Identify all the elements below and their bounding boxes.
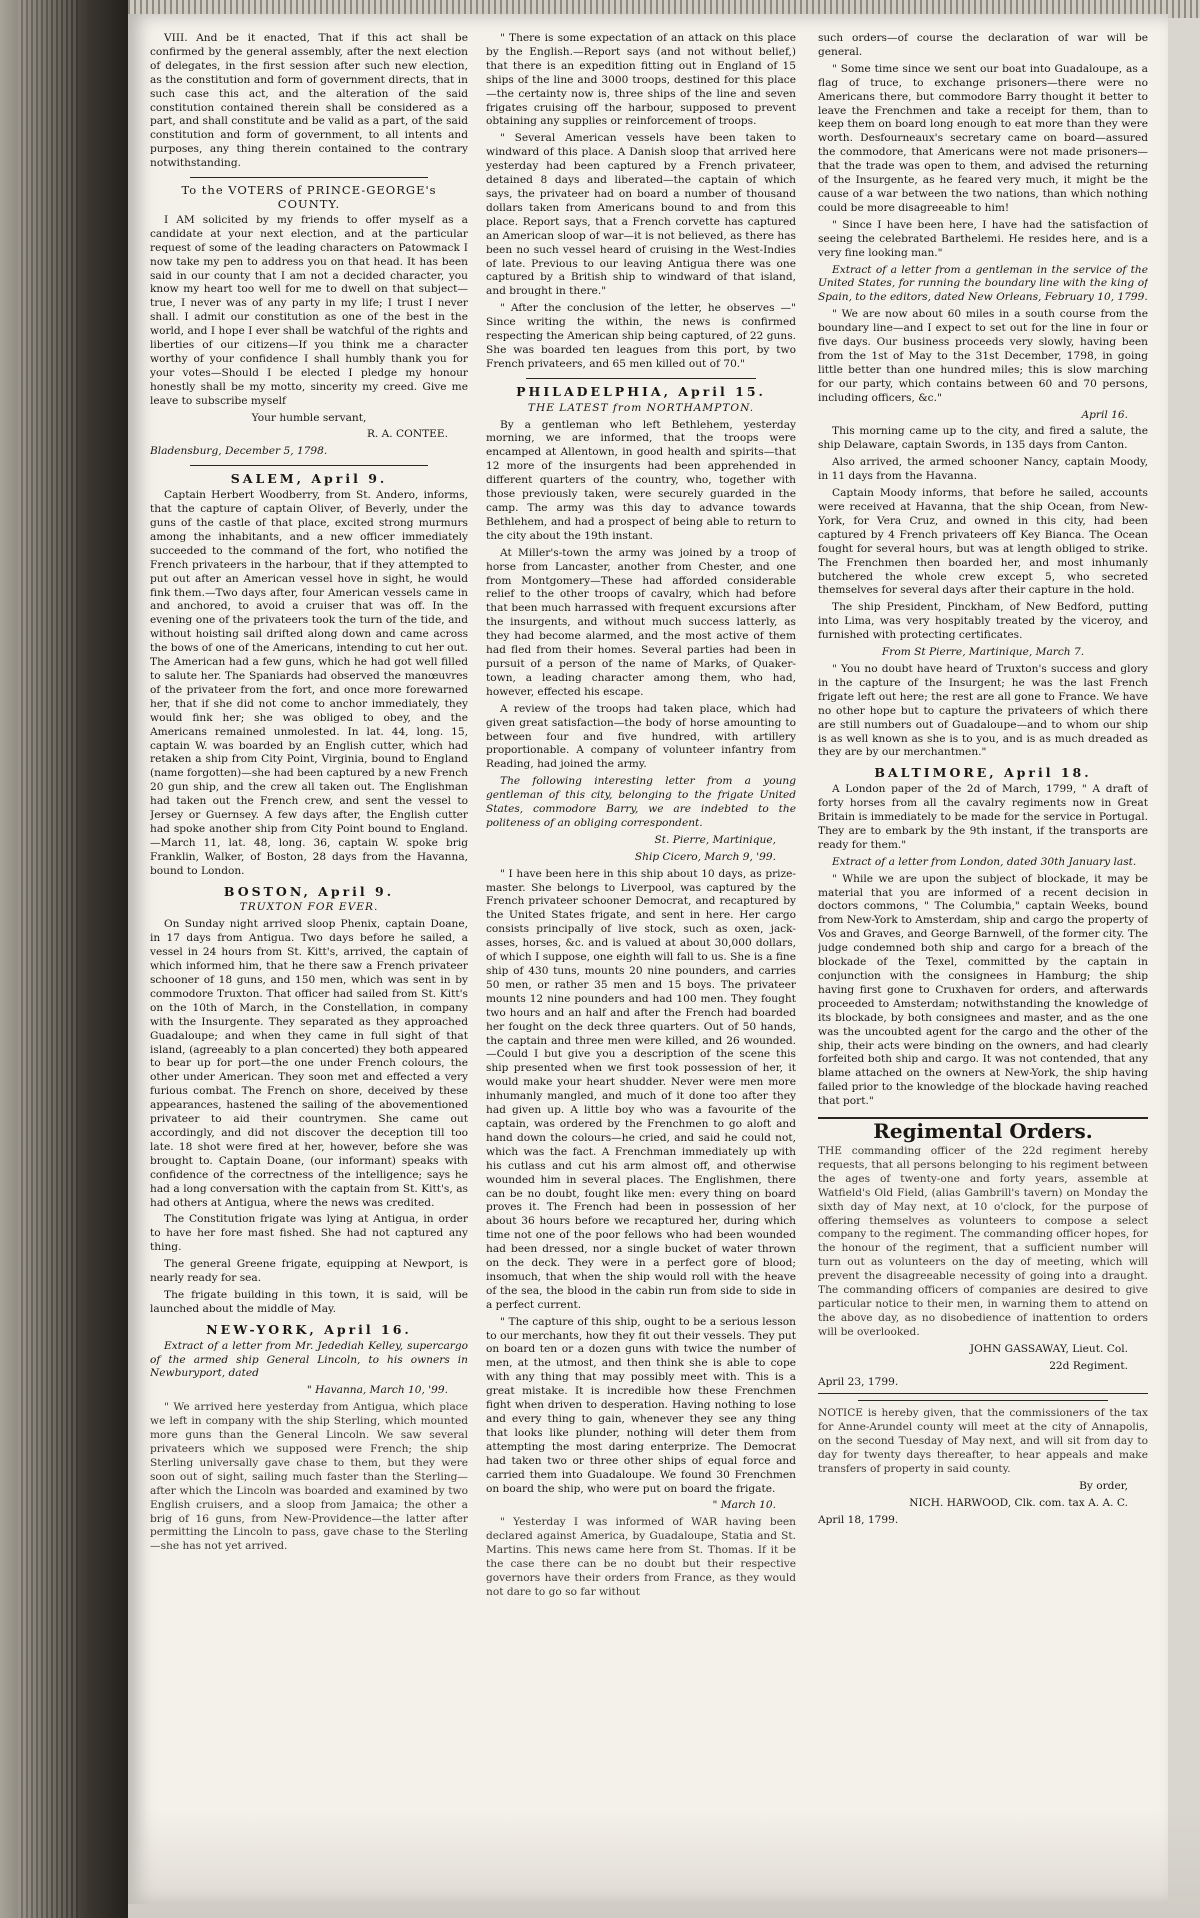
column-3 xyxy=(818,32,1148,1892)
baltimore-heading: BALTIMORE, April 18. xyxy=(874,765,1092,781)
col2-para-2: " Several American vessels have been taken to windward of this place. A Danish sloop that arrived here yesterday had been captured by a French privateer, detained 8 days and liberated—the captain of which says, the privateer had on board a number of thousand dollars taken from Americans bound to and from this place. Report says, that a French corvette has captured an American sloop of war—it is not believed, as there has been no such vessel heard of cruising in the West-Indies of late. Previous to our leaving Antigua there was one captured by a British ship to windward of that island, and brought in there." xyxy=(486,132,796,298)
notice-by: By order, xyxy=(1079,1479,1128,1492)
notice-signature: NICH. HARWOOD, Clk. com. tax A. A. C. xyxy=(909,1496,1128,1509)
regimental-signature-2: 22d Regiment. xyxy=(1049,1359,1128,1372)
notice-body: NOTICE is hereby given, that the commissioners of the tax for Anne-Arundel county will meet at the city of Annapolis, on the second Tuesday of May next, and will sit from day to day for twenty days thereafter, to hear appeals and make transfers of property in said county. xyxy=(818,1407,1148,1475)
boundary-extract-heading: Extract of a letter from a gentleman in the service of the United States, for running the boundary line with the king of Spain, to the editors, dated New Orleans, February 10, 1799. xyxy=(818,263,1148,304)
notice-date: April 18, 1799. xyxy=(818,1513,899,1526)
boston-body-4: The frigate building in this town, it is said, will be launched about the middle of May. xyxy=(150,1288,468,1315)
voters-dateline: Bladensburg, December 5, 1798. xyxy=(150,445,328,458)
boston-body: On Sunday night arrived sloop Phenix, captain Doane, in 17 days from Antigua. Two days before he sailed, a vessel in 24 hours from St. Kitt's, arrived, the captain of which informed him, that he there saw a French privateer schooner of 18 guns, and 150 men, which was sent in by commodore Truxton. That officer had sailed from St. Kitt's on the 10th of March, in the Constellation, in company with the Insurgente. They separated as they approached Guadaloupe; and when they came in full sight of that island, (agreeably to a plan concerted) they both appeared to bear up for port—the one under French colours, the other under American. They soon met and effected a very furious combat. The French on shore, deceived by these appearances, hastened the sailing of the abovementioned privateer to aid their countrymen. She came out accordingly, and did not discover the deception till too late. 18 shot were fired at her, however, before she was brought to. Captain Doane, (our informant) speaks with confidence of the correctness of the intelligence; says he had a long conversation with the captain from St. Kitt's, as had others at Antigua, where the news was credited. xyxy=(150,918,468,1209)
boston-body-3: The general Greene frigate, equipping at Newport, is nearly ready for sea. xyxy=(150,1258,468,1285)
letter-place: St. Pierre, Martinique, xyxy=(654,833,776,846)
april-16-dateline: April 16. xyxy=(1081,408,1128,421)
book-spine xyxy=(0,0,128,1918)
baltimore-body: A London paper of the 2d of March, 1799, " A draft of forty horses from all the cavalry regiments now in Great Britain is immediately to be made for the service in Portugal. They are to embark by the 9th instant, if the transports are ready for them." xyxy=(818,783,1148,851)
philadelphia-body: By a gentleman who left Bethlehem, yesterday morning, we are informed, that the troops were encamped at Allentown, in good health and spirits—that 12 more of the insurgents had been apprehended in different quarters of the country, who, together with those previously taken, were securely guarded in the camp. The army was this day to advance towards Bethlehem, and had a prospect of being able to return to the city about the 19th instant. xyxy=(486,418,796,542)
page-bottom-shadow xyxy=(128,1810,1200,1918)
voters-heading: To the VOTERS of PRINCE-GEORGE's COUNTY. xyxy=(181,183,437,211)
letter-intro: The following interesting letter from a young gentleman of this city, belonging to the frigate United States, commodore Barry, we are indebted to the politeness of an obliging correspondent. xyxy=(486,775,796,829)
col2-intro: " There is some expectation of an attack on this place by the English.—Report says (and not without belief,) that there is an expedition fitting out in England of 15 ships of the line and 3000 troops, destined for this place—the certainty now is, three ships of the line and seven frigates cruising off the harbour, supposed to prevent obtaining any supplies or reinforcement of troops. xyxy=(486,32,796,128)
newyork-dateline: " Havanna, March 10, '99. xyxy=(306,1384,448,1397)
col3-para-2: " Some time since we sent our boat into Guadaloupe, as a flag of truce, to exchange prisoners—there were no Americans there, but commodore Barry thought it better to leave the Frenchmen and take a receipt for them, than to keep them on board long enough to eat more than they were worth. Desfourneaux's secretary came on board—assured the commodore, that Americans were not made prisoners—that the trade was open to them, and advised the returning of the Insurgente, as he feared very much, it might be the cause of a war between the two nations, than which nothing could be more disagreeable to him! xyxy=(818,62,1148,214)
stpierre-heading: From St Pierre, Martinique, March 7. xyxy=(881,646,1085,659)
april-16-body-2: Also arrived, the armed schooner Nancy, captain Moody, in 11 days from the Havanna. xyxy=(818,456,1148,483)
letter-date-2: " March 10. xyxy=(712,1499,776,1512)
letter-body-3: " Yesterday I was informed of WAR having been declared against America, by Guadaloupe, Statia and St. Martins. This news came here from St. Thomas. If it be the case there can be no doubt but their respective governors have their orders from France, as they would not dare to go so far without xyxy=(486,1516,796,1598)
column-1 xyxy=(150,32,468,1892)
boston-heading: BOSTON, April 9. xyxy=(223,883,395,899)
voters-closing: Your humble servant, xyxy=(251,411,367,424)
section-viii: VIII. And be it enacted, That if this act shall be confirmed by the general assembly, after the next election of delegates, in the first session after such new election, as the constitution and form of government directs, that in such case this act, and the alteration of the said constitution contained therein shall be considered as a part, and shall constitute and be valid as a part, of the said constitution and form of government, to all intents and purposes, any thing therein contained to the contrary notwithstanding. xyxy=(150,32,468,170)
stpierre-body: " You no doubt have heard of Truxton's success and glory in the capture of the Insurgent; he was the last French frigate left out here; the rest are all gone to France. We have no other hope but to capture the privateers of which there are still numbers out of Guadaloupe—and to whom our ship is as well known as she is to you, and is as much dreaded as they are by our merchantmen." xyxy=(818,662,1148,759)
april-16-body-4: The ship President, Pinckham, of New Bedford, putting into Lima, was very hospitably treated by the viceroy, and furnished with protecting certificates. xyxy=(818,601,1148,642)
newspaper-page xyxy=(128,14,1168,1904)
london-body: " While we are upon the subject of blockade, it may be material that you are informed of a recent decision in doctors commons, " The Columbia," captain Weeks, bound from New-York to Amsterdam, ship and cargo the property of Vos and Graves, and George Barnwell, of the former city. The judge condemned both ship and cargo for a breach of the blockade of the Texel, committed by the captain in conjunction with the consignees in Hamburg; the ship having first gone to Cruxhaven for orders, and afterwards proceeded to Amsterdam; notwithstanding the knowledge of its blockade, by both consignees and master, and as the one was the uncoubted agent for the cargo and the other of the ship, their acts were binding on the owners, and had clearly forfeited both ship and cargo. It was not contended, that any blame attached on the owners at New-York, the ship having failed prior to the knowledge of the blockade having reached that port." xyxy=(818,872,1148,1108)
col3-para-3: " Since I have been here, I have had the satisfaction of seeing the celebrated Barthelemi. He resides here, and is a very fine looking man." xyxy=(818,218,1148,259)
salem-heading: SALEM, April 9. xyxy=(230,471,388,487)
philadelphia-body-3: A review of the troops had taken place, which had given great satisfaction—the body of horse amounting to between four and five hundred, with artillery proportionable. A company of volunteer infantry from Reading, had joined the army. xyxy=(486,702,796,771)
philadelphia-heading: PHILADELPHIA, April 15. xyxy=(516,383,766,399)
regimental-body: THE commanding officer of the 22d regiment hereby requests, that all persons belonging to his regiment between the ages of twenty-one and forty years, assemble at Watfield's Old Field, (alias Gambrill's tavern) on Monday the sixth day of May next, at 10 o'clock, for the purpose of offering themselves as volunteers to compose a select company to the regiment. The commanding officer hopes, for the honour of the regiment, that a sufficient number will turn out as volunteers on the day of meeting, which will prevent the disagreeable necessity of going into a draught. The commanding officers of companies are desired to give particular notice to their men, in warning them to attend on the above day, as no disobedience of inattention to orders will be overlooked. xyxy=(818,1144,1148,1338)
boston-body-2: The Constitution frigate was lying at Antigua, in order to have her fore mast fished. She had not captured any thing. xyxy=(150,1213,468,1254)
newyork-extract: Extract of a letter from Mr. Jedediah Kelley, supercargo of the armed ship General Lincoln, to his owners in Newburyport, dated xyxy=(150,1339,468,1380)
divider xyxy=(526,378,756,379)
april-16-body: This morning came up to the city, and fired a salute, the ship Delaware, captain Swords, in 135 days from Canton. xyxy=(818,425,1148,452)
voters-body: I AM solicited by my friends to offer myself as a candidate at your next election, and at the particular request of some of the leading characters on Patowmack I now take my pen to address you on that head. It has been said in our county that I am not a decided character, you know my heart too well for me to dwell on that subject—true, I never was of any party in my life; I trust I never shall. I admit our constitution as one of the best in the world, and I hope I ever shall be watchful of the rights and liberties of our citizens—If you think me a character worthy of your confidence I shall humbly thank you for your votes—Should I be elected I pledge my honour honestly shall be my motto, sincerity my creed. Give me leave to subscribe myself xyxy=(150,213,468,407)
col2-para-3: " After the conclusion of the letter, he observes —" Since writing the within, the news is confirmed respecting the American ship being captured, of 22 guns. She was boarded ten leagues from this port, by two French privateers, and 65 men killed out of 70." xyxy=(486,302,796,370)
letter-body: " I have been here in this ship about 10 days, as prize-master. She belongs to Liverpool, was captured by the French privateer schooner Democrat, and recaptured by the United States frigate, and sent in here. Her cargo consists principally of live stock, such as oxen, jack-asses, horses, &c. and is valued at about 30,000 dollars, of which I suppose, one eighth will fall to us. She is a fine ship of 430 tuns, mounts 20 nine pounders, and carries 50 men, or rather 35 men and 15 boys. The privateer mounts 12 nine pounders and had 100 men. They fought two hours and an half and after the French had boarded her fought on the deck three quarters. Out of 50 hands, the captain and three men were killed, and 26 wounded.—Could I but give you a description of the scene this ship presented when we first took possession of her, it would make your heart shudder. Never were men more inhumanly mangled, and much of it done too after they had given up. A little boy who was a favourite of the captain, was ordered by the Frenchmen to go aloft and hand down the colours—he cried, and said he could not, which was the fact. A Frenchman immediately up with his cutlass and cut his arm almost off, and otherwise wounded him in several places. The Englishmen, there can be no doubt, fought like men: every thing on board proves it. The French had been in possession of her about 36 hours before we recaptured her, during which time not one of the poor fellows who had been wounded had been dressed, nor a single bucket of water thrown on the deck. They were in a perfect gore of blood; insomuch, that when the ship would roll with the heave of the sea, the blood in the cabin run from side to side in a perfect current. xyxy=(486,867,796,1311)
regimental-title: Regimental Orders. xyxy=(873,1119,1093,1144)
newyork-body: " We arrived here yesterday from Antigua, which place we left in company with the ship Sterling, which mounted more guns than the General Lincoln. We saw several privateers which we supposed were French; the ship Sterling universally gave chase to them, but they were soon out of sight, sailing much faster than the Sterling—after which the Lincoln was boarded and examined by two English cruisers, and a sloop from Jamaica; the other a brig of 16 guns, from New-Providence—the latter after permitting the Lincoln to pass, gave chase to the Sterling—she has not yet arrived. xyxy=(150,1401,468,1553)
divider xyxy=(858,1400,1108,1401)
boston-subheading: TRUXTON FOR EVER. xyxy=(239,901,379,914)
letter-body-2: " The capture of this ship, ought to be a serious lesson to our merchants, how they fit out their vessels. They put on board ten or a dozen guns with twice the number of men, at the utmost, and then think she is able to cope with any thing that may possibly meet with. This is a great mistake. It is incredible how these Frenchmen fight when driven to desperation. Having nothing to lose and every thing to gain, whenever they see any thing that looks like plunder, nothing will deter them from attempting the most daring enterprize. The Democrat had taken two or three other ships of equal force and carried them into Guadaloupe. We found 30 Frenchmen on board the ship, who were put on board the frigate. xyxy=(486,1315,796,1495)
divider xyxy=(190,465,428,466)
regimental-signature: JOHN GASSAWAY, Lieut. Col. xyxy=(969,1342,1128,1355)
salem-body: Captain Herbert Woodberry, from St. Andero, informs, that the capture of captain Oliver, of Beverly, under the guns of the castle of that place, excited strong murmurs among the inhabitants, and a new officer immediately succeeded to the command of the fort, who notified the French privateers in the harbour, that if they attempted to put out after an American vessel hove in sight, he would fink them.—Two days after, four American vessels came in and anchored, to avoid a cruiser that was off. In the evening one of the privateers took the turn of the tide, and without hoisting sail drifted along down and came across the bows of one of the Americans, intending to cut her out. The American had a few guns, which he had got well filled to salute her. The Spaniards had observed the manœuvres of the privateer from the fort, and once more forewarned her, that if she did not come to anchor immediately, they would fink her; she was obliged to obey, and the Americans remained unmolested. In lat. 44, long. 15, captain W. was boarded by an English cutter, which had retaken a ship from City Point, Virginia, bound to England (name forgotten)—she had been captured by a new French 20 gun ship, and the crew all taken out. The Englishman had taken out the French crew, and sent the vessel to Jersey or Guernsey. A few days after, the English cutter had spoke another ship from City Point bound to England. —March 11, lat. 48, long. 36, captain W. spoke brig Franklin, Walker, of Boston, 28 days from the Havanna, bound to London. xyxy=(150,489,468,877)
boundary-extract-body: " We are now about 60 miles in a south course from the boundary line—and I expect to set out for the line in four or five days. Our business proceeds very slowly, having been from the 1st of May to the 31st December, 1798, in going little better than one hundred miles; this is slow marching for our party, which contains between 60 and 70 persons, including officers, &c." xyxy=(818,308,1148,404)
divider xyxy=(190,177,428,178)
voters-signature: R. A. CONTEE. xyxy=(366,428,448,441)
col3-top: such orders—of course the declaration of war will be general. xyxy=(818,32,1148,58)
column-2 xyxy=(486,32,796,1892)
newyork-heading: NEW-YORK, April 16. xyxy=(206,1321,412,1337)
letter-date: Ship Cicero, March 9, '99. xyxy=(634,850,776,863)
regimental-date: April 23, 1799. xyxy=(818,1376,899,1389)
tax-notice-ad xyxy=(818,1407,1148,1527)
philadelphia-subheading: THE LATEST from NORTHAMPTON. xyxy=(527,401,755,414)
philadelphia-body-2: At Miller's-town the army was joined by a troop of horse from Lancaster, another from Chester, and one from Montgomery—These had afforded considerable relief to the other troops of cavalry, which had before that been much harrassed with frequent excursions after the insurgents, and without much success latterly, as they had become alarmed, and the most active of them had fled from their homes. Several parties had been in pursuit of a person of the name of Marks, of Quaker-town, a leading character among them, who had, however, effected his escape. xyxy=(486,546,796,698)
regimental-orders-ad xyxy=(818,1117,1148,1394)
april-16-body-3: Captain Moody informs, that before he sailed, accounts were received at Havanna, that the ship Ocean, from New-York, for Vera Cruz, and owned in this city, had been captured by 4 French privateers off Key Bianca. The Ocean fought for several hours, but was at length obliged to strike. The Frenchmen then boarded her, and most inhumanly butchered the whole crew except 5, who secreted themselves for several days after their capture in the hold. xyxy=(818,487,1148,597)
london-extract: Extract of a letter from London, dated 30th January last. xyxy=(832,855,1137,868)
